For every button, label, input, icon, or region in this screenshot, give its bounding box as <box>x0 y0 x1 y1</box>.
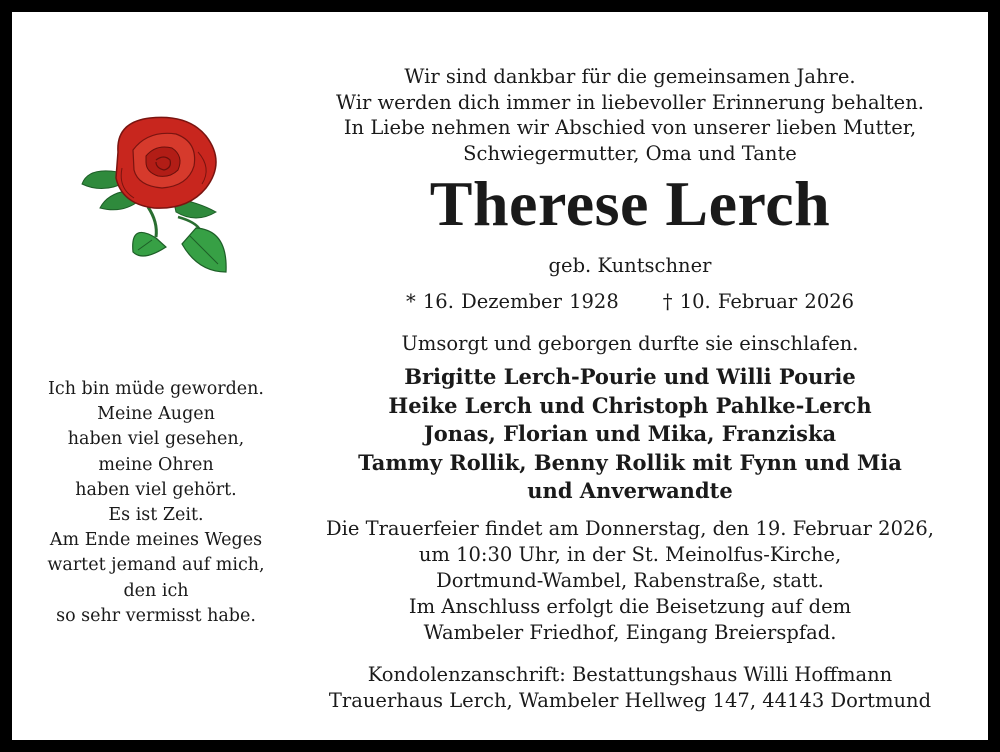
birth-name: geb. Kuntschner <box>548 254 712 277</box>
poem-line: so sehr vermisst habe. <box>56 605 256 626</box>
obituary-main <box>312 64 948 714</box>
poem-line: haben viel gesehen, <box>67 429 245 450</box>
mourner-line: Tammy Rollik, Benny Rollik mit Fynn und Mia <box>358 449 902 475</box>
calm-line: Umsorgt und geborgen durfte sie einschlafen. <box>401 332 859 355</box>
ceremony-line: Wambeler Friedhof, Eingang Breierspfad. <box>423 620 837 644</box>
condolence-address <box>312 662 948 714</box>
intro-text <box>312 64 948 166</box>
intro-line: Wir werden dich immer in liebevoller Erinnerung behalten. <box>336 90 924 114</box>
condolence-line: Kondolenzanschrift: Bestattungshaus Willi Hoffmann <box>367 662 893 686</box>
poem-line: wartet jemand auf mich, <box>47 555 265 576</box>
poem-line: meine Ohren <box>98 454 214 475</box>
intro-line: Schwiegermutter, Oma und Tante <box>463 141 797 165</box>
ceremony-line: um 10:30 Uhr, in der St. Meinolfus-Kirche, <box>418 542 842 566</box>
poem-line: Es ist Zeit. <box>108 505 204 526</box>
deceased-name: Therese Lerch <box>429 168 831 239</box>
poem <box>36 377 276 629</box>
poem-line: Ich bin müde geworden. <box>48 379 264 399</box>
poem-line: den ich <box>123 580 189 601</box>
poem-line: Meine Augen <box>97 404 215 425</box>
red-rose-icon <box>78 112 230 277</box>
mourner-line: Brigitte Lerch-Pourie und Willi Pourie <box>404 364 856 389</box>
ceremony-line: Dortmund-Wambel, Rabenstraße, statt. <box>436 568 824 592</box>
condolence-line: Trauerhaus Lerch, Wambeler Hellweg 147, 44143 Dortmund <box>328 688 932 712</box>
poem-line: haben viel gehört. <box>75 479 237 500</box>
ceremony-line: Im Anschluss erfolgt die Beisetzung auf dem <box>408 594 852 618</box>
mourners-list <box>312 363 948 506</box>
mourner-line: Heike Lerch und Christoph Pahlke-Lerch <box>388 392 872 418</box>
birth-date: * 16. Dezember 1928 <box>405 290 619 313</box>
ceremony-line: Die Trauerfeier findet am Donnerstag, den 19. Februar 2026, <box>325 516 934 540</box>
intro-line: In Liebe nehmen wir Abschied von unserer lieben Mutter, <box>343 116 917 139</box>
poem-line: Am Ende meines Weges <box>49 530 263 551</box>
intro-line: Wir sind dankbar für die gemeinsamen Jahre. <box>404 65 856 88</box>
mourner-line: Jonas, Florian und Mika, Franziska <box>423 421 837 446</box>
ceremony-info <box>312 516 948 646</box>
life-dates <box>312 290 948 314</box>
mourner-line: und Anverwandte <box>527 478 733 503</box>
death-date: † 10. Februar 2026 <box>662 290 855 313</box>
